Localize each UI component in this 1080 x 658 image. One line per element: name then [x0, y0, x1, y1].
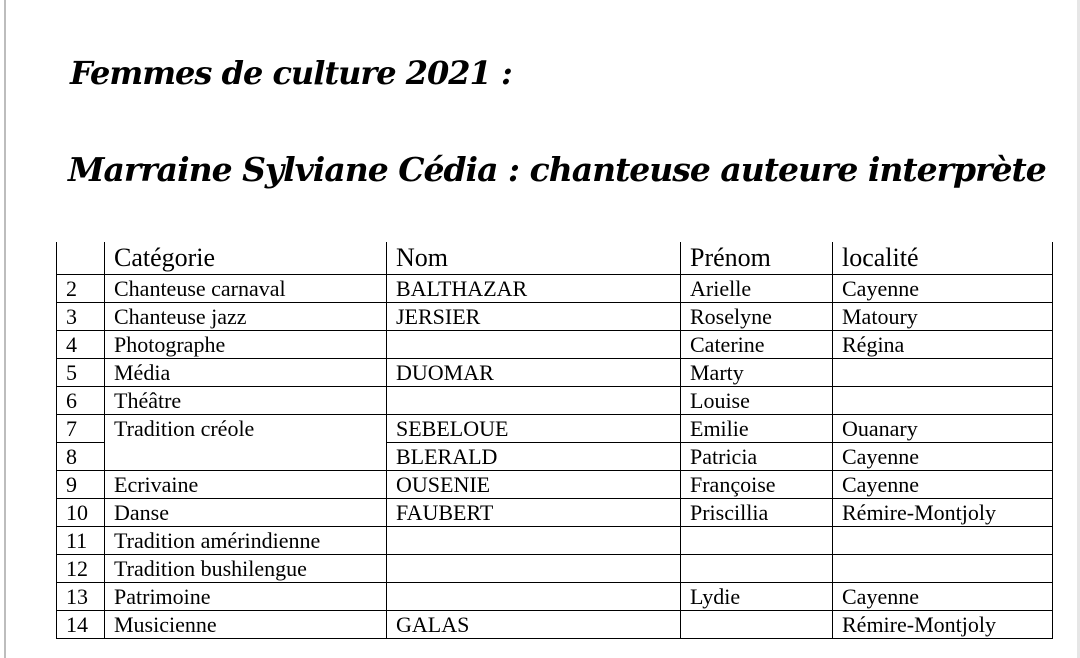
cell-localite: [833, 555, 1053, 583]
cell-nom: FAUBERT: [387, 499, 681, 527]
cell-prenom: Emilie: [681, 415, 833, 443]
cell-number: 4: [57, 331, 105, 359]
table-row: [57, 527, 1053, 555]
cell-prenom: Roselyne: [681, 303, 833, 331]
cell-number: 3: [57, 303, 105, 331]
table-header-row: [57, 242, 1053, 275]
table-row: [57, 331, 1053, 359]
cell-localite: [833, 527, 1053, 555]
table-row: [57, 359, 1053, 387]
cell-nom: BALTHAZAR: [387, 275, 681, 303]
participants-table: [56, 242, 1053, 639]
cell-localite: [833, 387, 1053, 415]
cell-nom: [387, 387, 681, 415]
cell-prenom: Priscillia: [681, 499, 833, 527]
table-row: [57, 611, 1053, 639]
cell-categorie: Tradition bushilengue: [105, 555, 387, 583]
cell-localite: [833, 359, 1053, 387]
cell-nom: [387, 583, 681, 611]
cell-number: 6: [57, 387, 105, 415]
cell-localite: Rémire-Montjoly: [833, 611, 1053, 639]
cell-number: 12: [57, 555, 105, 583]
cell-categorie: Chanteuse jazz: [105, 303, 387, 331]
cell-categorie: Patrimoine: [105, 583, 387, 611]
header-number: [57, 242, 105, 275]
cell-number: 7: [57, 415, 105, 443]
table-row: [57, 555, 1053, 583]
cell-prenom: Lydie: [681, 583, 833, 611]
cell-nom: GALAS: [387, 611, 681, 639]
cell-number: 13: [57, 583, 105, 611]
table-row: [57, 415, 1053, 443]
table-row: [57, 499, 1053, 527]
header-localite: localité: [833, 242, 1053, 275]
cell-nom: DUOMAR: [387, 359, 681, 387]
header-categorie: Catégorie: [105, 242, 387, 275]
cell-localite: Régina: [833, 331, 1053, 359]
cell-prenom: Arielle: [681, 275, 833, 303]
cell-localite: Matoury: [833, 303, 1053, 331]
cell-number: 2: [57, 275, 105, 303]
cell-categorie: Ecrivaine: [105, 471, 387, 499]
cell-nom: BLERALD: [387, 443, 681, 471]
document-title: Femmes de culture 2021 :: [70, 54, 512, 92]
cell-prenom: Marty: [681, 359, 833, 387]
cell-categorie: Théâtre: [105, 387, 387, 415]
cell-nom: [387, 527, 681, 555]
cell-prenom: Patricia: [681, 443, 833, 471]
cell-number: 9: [57, 471, 105, 499]
cell-categorie: Musicienne: [105, 611, 387, 639]
cell-nom: [387, 331, 681, 359]
cell-categorie: Tradition créole: [105, 415, 387, 471]
cell-localite: Cayenne: [833, 443, 1053, 471]
cell-categorie: Danse: [105, 499, 387, 527]
cell-categorie: Photographe: [105, 331, 387, 359]
cell-categorie: Tradition amérindienne: [105, 527, 387, 555]
cell-categorie: Chanteuse carnaval: [105, 275, 387, 303]
cell-nom: [387, 555, 681, 583]
header-prenom: Prénom: [681, 242, 833, 275]
cell-number: 11: [57, 527, 105, 555]
cell-prenom: [681, 527, 833, 555]
cell-prenom: [681, 555, 833, 583]
cell-nom: SEBELOUE: [387, 415, 681, 443]
cell-number: 8: [57, 443, 105, 471]
table-row: [57, 303, 1053, 331]
header-nom: Nom: [387, 242, 681, 275]
cell-localite: Rémire-Montjoly: [833, 499, 1053, 527]
table-row: [57, 275, 1053, 303]
cell-localite: Cayenne: [833, 583, 1053, 611]
cell-nom: JERSIER: [387, 303, 681, 331]
table-row: [57, 583, 1053, 611]
cell-prenom: Caterine: [681, 331, 833, 359]
cell-prenom: Françoise: [681, 471, 833, 499]
cell-localite: Cayenne: [833, 275, 1053, 303]
cell-number: 5: [57, 359, 105, 387]
cell-prenom: [681, 611, 833, 639]
document-subtitle: Marraine Sylviane Cédia : chanteuse auteure interprète: [68, 150, 1046, 189]
table-row: [57, 387, 1053, 415]
cell-localite: Ouanary: [833, 415, 1053, 443]
cell-number: 14: [57, 611, 105, 639]
page-edge: [4, 0, 6, 658]
cell-number: 10: [57, 499, 105, 527]
cell-nom: OUSENIE: [387, 471, 681, 499]
cell-categorie: Média: [105, 359, 387, 387]
table-row: [57, 471, 1053, 499]
cell-prenom: Louise: [681, 387, 833, 415]
cell-localite: Cayenne: [833, 471, 1053, 499]
